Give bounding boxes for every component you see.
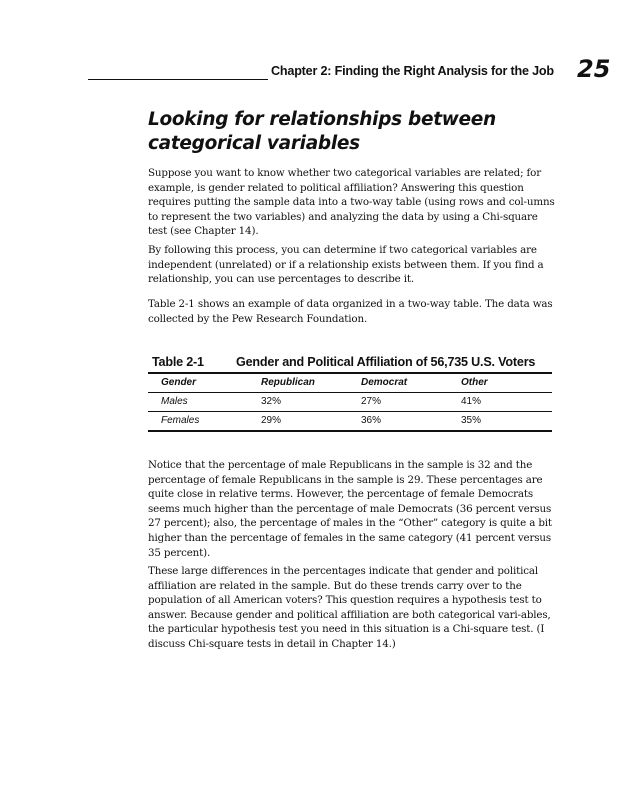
table-cell: 36% <box>361 412 461 432</box>
section-heading-line-1: Looking for relationships between <box>148 109 496 130</box>
table-row <box>148 393 552 412</box>
column-header: Gender <box>148 374 261 393</box>
data-table <box>148 352 552 432</box>
table-cell: 41% <box>461 393 552 412</box>
section-heading <box>148 108 568 156</box>
paragraph-conclusion: These large differences in the percentages indicate that gender and political affiliation are related in the sample. But do these trends carry over to the population of all American voters? This question requires a hypothesis test to answer. Because gender and political affiliation are both categorical vari-ables, the particular hypothesis test you need in this situation is a Chi-square test. (I discuss Chi-square tests in detail in Chapter 14.) <box>148 565 551 650</box>
table-cell: 29% <box>261 412 361 432</box>
row-label: Males <box>148 393 261 412</box>
table-number: Table 2-1 <box>152 355 204 369</box>
paragraph-process: By following this process, you can determine if two categorical variables are independent (unrelated) or if a relationship exists between them. If you find a relationship, you can use percentages to describe it. <box>148 244 544 286</box>
table-header-row <box>148 374 552 393</box>
table-caption <box>148 352 552 372</box>
header-rule <box>88 79 268 80</box>
paragraph-intro: Suppose you want to know whether two categorical variables are related; for example, is gender related to political affiliation? Answering this question requires putting the sample data into a two-way table (using rows and col-umns to represent the two variables) and analyzing the data by using a Chi-square test (see Chapter 14). <box>148 167 555 238</box>
two-way-table <box>148 374 552 432</box>
page-number: 25 <box>577 55 611 83</box>
row-label: Females <box>148 412 261 432</box>
table-cell: 32% <box>261 393 361 412</box>
running-header: Chapter 2: Finding the Right Analysis for the Job <box>271 64 554 78</box>
paragraph-table-intro: Table 2-1 shows an example of data organized in a two-way table. The data was collected by the Pew Research Foundation. <box>148 298 553 325</box>
table-row <box>148 412 552 432</box>
table-title: Gender and Political Affiliation of 56,735 U.S. Voters <box>236 355 536 369</box>
column-header: Other <box>461 374 552 393</box>
section-heading-line-2: categorical variables <box>148 133 360 154</box>
table-cell: 35% <box>461 412 552 432</box>
table-cell: 27% <box>361 393 461 412</box>
paragraph-analysis: Notice that the percentage of male Republicans in the sample is 32 and the percentage of female Republicans in the sample is 29. These percentages are quite close in relative terms. However, the percentage of female Democrats seems much higher than the percentage of male Democrats (36 percent versus 27 percent); also, the percentage of males in the “Other” category is quite a bit higher than the percentage of females in the same category (41 percent versus 35 percent). <box>148 459 552 559</box>
column-header: Republican <box>261 374 361 393</box>
column-header: Democrat <box>361 374 461 393</box>
